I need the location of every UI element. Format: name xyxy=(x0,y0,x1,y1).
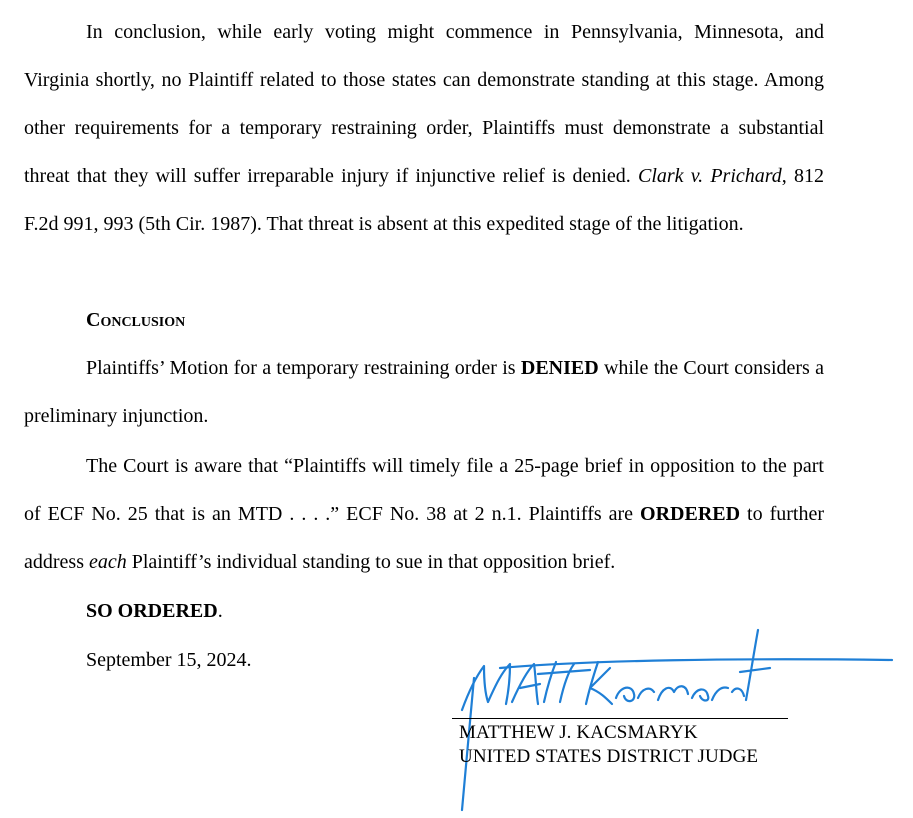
so-ordered-period: . xyxy=(217,600,223,622)
order-date: September 15, 2024. xyxy=(86,649,252,671)
judge-title: UNITED STATES DISTRICT JUDGE xyxy=(459,746,759,767)
judge-name: MATTHEW J. KACSMARYK xyxy=(459,722,698,743)
signature-line xyxy=(452,718,788,719)
paragraph-ordered xyxy=(24,442,824,586)
each-emphasis: each xyxy=(88,551,127,573)
paragraph-denied-text-2: while the Court considers a preliminary injunction. xyxy=(24,357,824,427)
conclusion-heading: Conclusion xyxy=(86,309,186,331)
paragraph-standing-text-1: In conclusion, while early voting might commence in Pennsylvania, Minnesota, and Virginia shortly, no Plaintiff related to those states can demonstrate standing at this stage. Among other requirements for a temporary restraining order, Plaintiffs must demonstrate a substantial threat that they will suffer irreparable injury if injunctive relief is denied. xyxy=(24,21,824,187)
paragraph-ordered-text-3: Plaintiff’s individual standing to sue in that opposition brief. xyxy=(126,551,616,573)
ordered-emphasis: ORDERED xyxy=(640,503,741,525)
so-ordered-label: SO ORDERED xyxy=(86,600,218,622)
so-ordered xyxy=(86,587,223,635)
paragraph-denied xyxy=(24,344,824,440)
paragraph-ordered-text-1: The Court is aware that “Plaintiffs will timely file a 25-page brief in opposition to the part of ECF No. 25 that is an MTD . . . .” ECF No. 38 at 2 n.1. Plaintiffs are xyxy=(24,455,824,525)
denied-emphasis: DENIED xyxy=(520,357,599,379)
paragraph-denied-text-1: Plaintiffs’ Motion for a temporary restraining order is xyxy=(86,357,521,379)
case-citation-name: Clark v. Prichard xyxy=(638,165,782,187)
paragraph-ordered-text-2: to further address xyxy=(24,503,824,573)
paragraph-standing-text-2: , 812 F.2d 991, 993 (5th Cir. 1987). That threat is absent at this expedited stage of the litigation. xyxy=(24,165,824,235)
paragraph-standing xyxy=(24,8,824,248)
